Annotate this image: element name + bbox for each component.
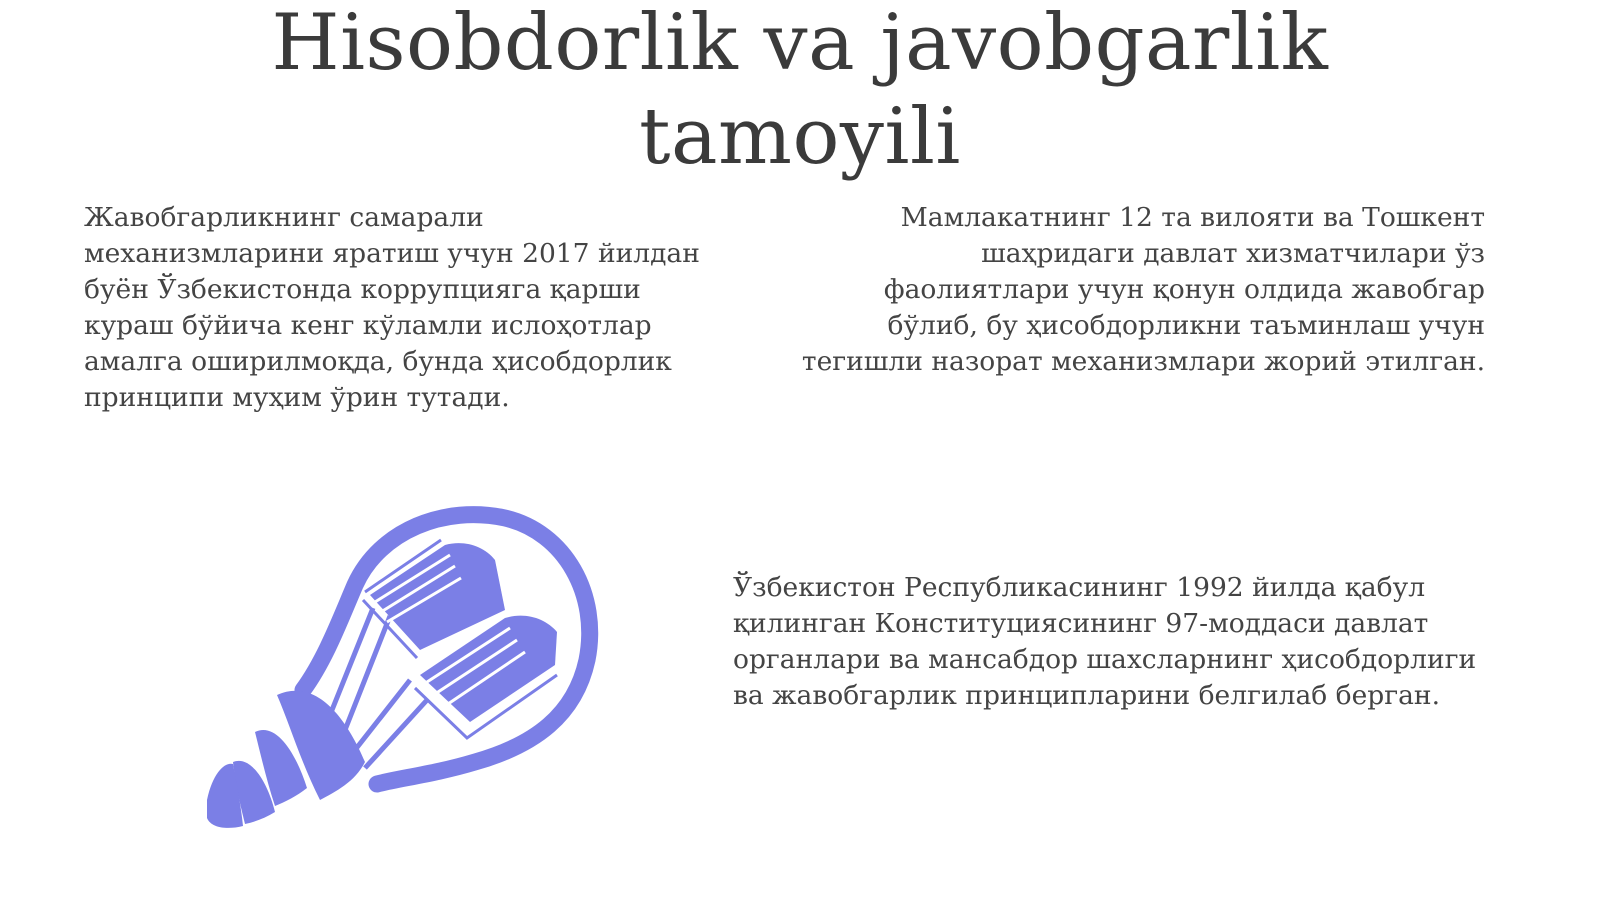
slide-title: Hisobdorlik va javobgarlik tamoyili: [271, 0, 1329, 182]
lightbulb-with-book-icon: [205, 500, 625, 840]
paragraph-bottom: Ўзбекистон Республикасининг 1992 йилда қабул қилинган Конституциясининг 97-моддаси давлат органлари ва мансабдор шахсларнинг ҳисобдорлиги ва жавобгарлик принципларини белгилаб берган.: [733, 572, 1477, 711]
paragraph-left: Жавобгарликнинг самарали механизмларини яратиш учун 2017 йилдан буён Ўзбекистонда коррупцияга қарши кураш бўйича кенг кўламли ислоҳотлар амалга оширилмоқда, бунда ҳисобдорлик принципи муҳим ўрин тутади.: [84, 202, 700, 413]
paragraph-right: Мамлакатнинг 12 та вилояти ва Тошкент шаҳридаги давлат хизматчилари ўз фаолиятлари учун қонун олдида жавобгар бўлиб, бу ҳисобдорликни таъминлаш учун тегишли назорат механизмлари жорий этилган.: [801, 202, 1485, 377]
